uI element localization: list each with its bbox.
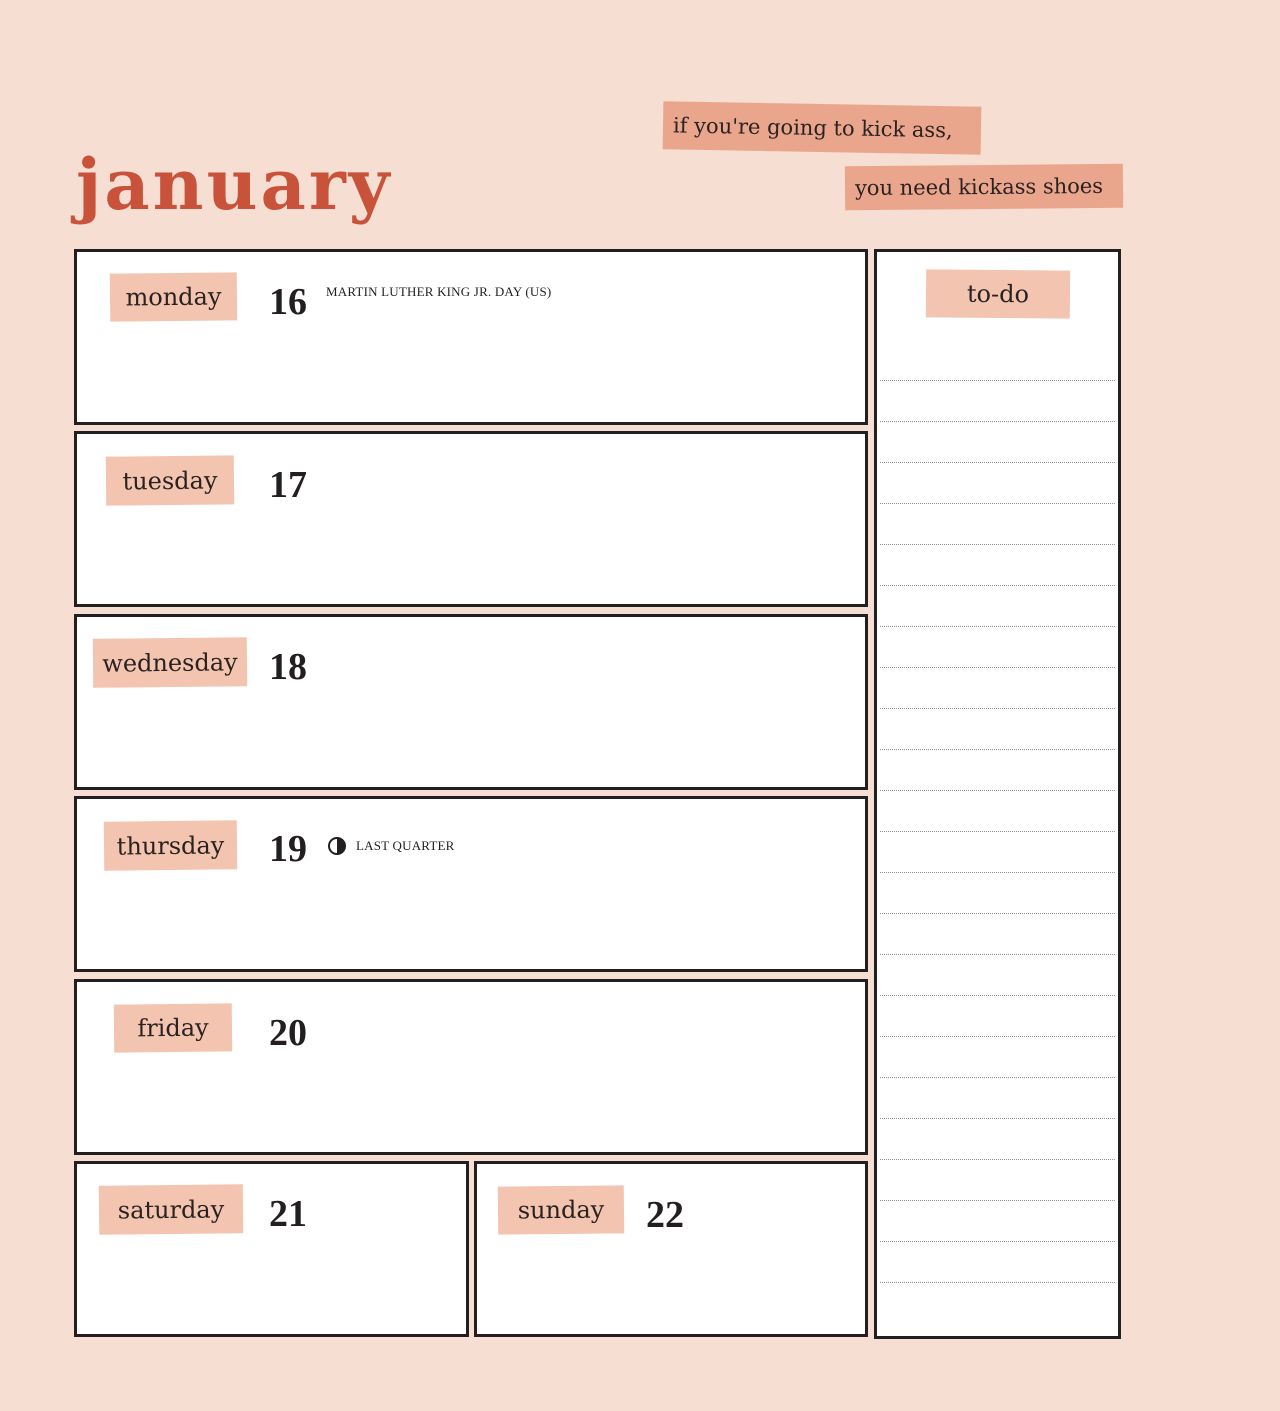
day-label-tuesday: tuesday bbox=[106, 455, 235, 505]
quote-line-2: you need kickass shoes bbox=[845, 164, 1123, 210]
todo-line[interactable] bbox=[880, 1078, 1115, 1119]
month-title: january bbox=[76, 143, 393, 226]
todo-line[interactable] bbox=[880, 627, 1115, 668]
day-label-thursday: thursday bbox=[104, 820, 238, 870]
todo-line[interactable] bbox=[880, 422, 1115, 463]
todo-lines bbox=[880, 340, 1115, 1283]
day-number-wednesday: 18 bbox=[269, 646, 307, 688]
todo-line[interactable] bbox=[880, 1242, 1115, 1283]
day-number-tuesday: 17 bbox=[269, 464, 307, 506]
day-number-friday: 20 bbox=[269, 1012, 307, 1054]
todo-line[interactable] bbox=[880, 955, 1115, 996]
day-box-monday[interactable] bbox=[74, 249, 868, 425]
todo-line[interactable] bbox=[880, 1037, 1115, 1078]
todo-line[interactable] bbox=[880, 586, 1115, 627]
moon-phase-note: LAST QUARTER bbox=[356, 838, 455, 853]
quote-line-1: if you're going to kick ass, bbox=[663, 101, 982, 155]
day-box-saturday[interactable] bbox=[74, 1161, 469, 1337]
day-box-thursday[interactable] bbox=[74, 796, 868, 972]
holiday-note: MARTIN LUTHER KING JR. DAY (US) bbox=[326, 284, 552, 299]
todo-line[interactable] bbox=[880, 1160, 1115, 1201]
todo-label: to-do bbox=[926, 269, 1070, 318]
day-box-friday[interactable] bbox=[74, 979, 868, 1155]
day-number-sunday: 22 bbox=[646, 1194, 684, 1236]
todo-line[interactable] bbox=[880, 463, 1115, 504]
todo-line[interactable] bbox=[880, 668, 1115, 709]
todo-line[interactable] bbox=[880, 545, 1115, 586]
last-quarter-moon-icon bbox=[328, 837, 346, 855]
todo-line[interactable] bbox=[880, 873, 1115, 914]
todo-line[interactable] bbox=[880, 996, 1115, 1037]
todo-line[interactable] bbox=[880, 381, 1115, 422]
todo-panel[interactable] bbox=[874, 249, 1121, 1339]
day-label-sunday: sunday bbox=[498, 1185, 624, 1234]
todo-line[interactable] bbox=[880, 791, 1115, 832]
todo-line[interactable] bbox=[880, 1201, 1115, 1242]
day-label-saturday: saturday bbox=[99, 1184, 244, 1235]
day-number-saturday: 21 bbox=[269, 1193, 307, 1235]
day-label-monday: monday bbox=[110, 272, 237, 321]
day-box-wednesday[interactable] bbox=[74, 614, 868, 790]
todo-line[interactable] bbox=[880, 1119, 1115, 1160]
day-number-monday: 16 bbox=[269, 281, 307, 323]
day-label-friday: friday bbox=[114, 1003, 232, 1052]
todo-line[interactable] bbox=[880, 709, 1115, 750]
day-label-wednesday: wednesday bbox=[93, 637, 248, 688]
todo-line[interactable] bbox=[880, 750, 1115, 791]
day-box-tuesday[interactable] bbox=[74, 431, 868, 607]
todo-line[interactable] bbox=[880, 504, 1115, 545]
todo-line[interactable] bbox=[880, 832, 1115, 873]
day-box-sunday[interactable] bbox=[474, 1161, 868, 1337]
todo-line[interactable] bbox=[880, 340, 1115, 381]
day-number-thursday: 19 bbox=[269, 828, 307, 870]
todo-line[interactable] bbox=[880, 914, 1115, 955]
